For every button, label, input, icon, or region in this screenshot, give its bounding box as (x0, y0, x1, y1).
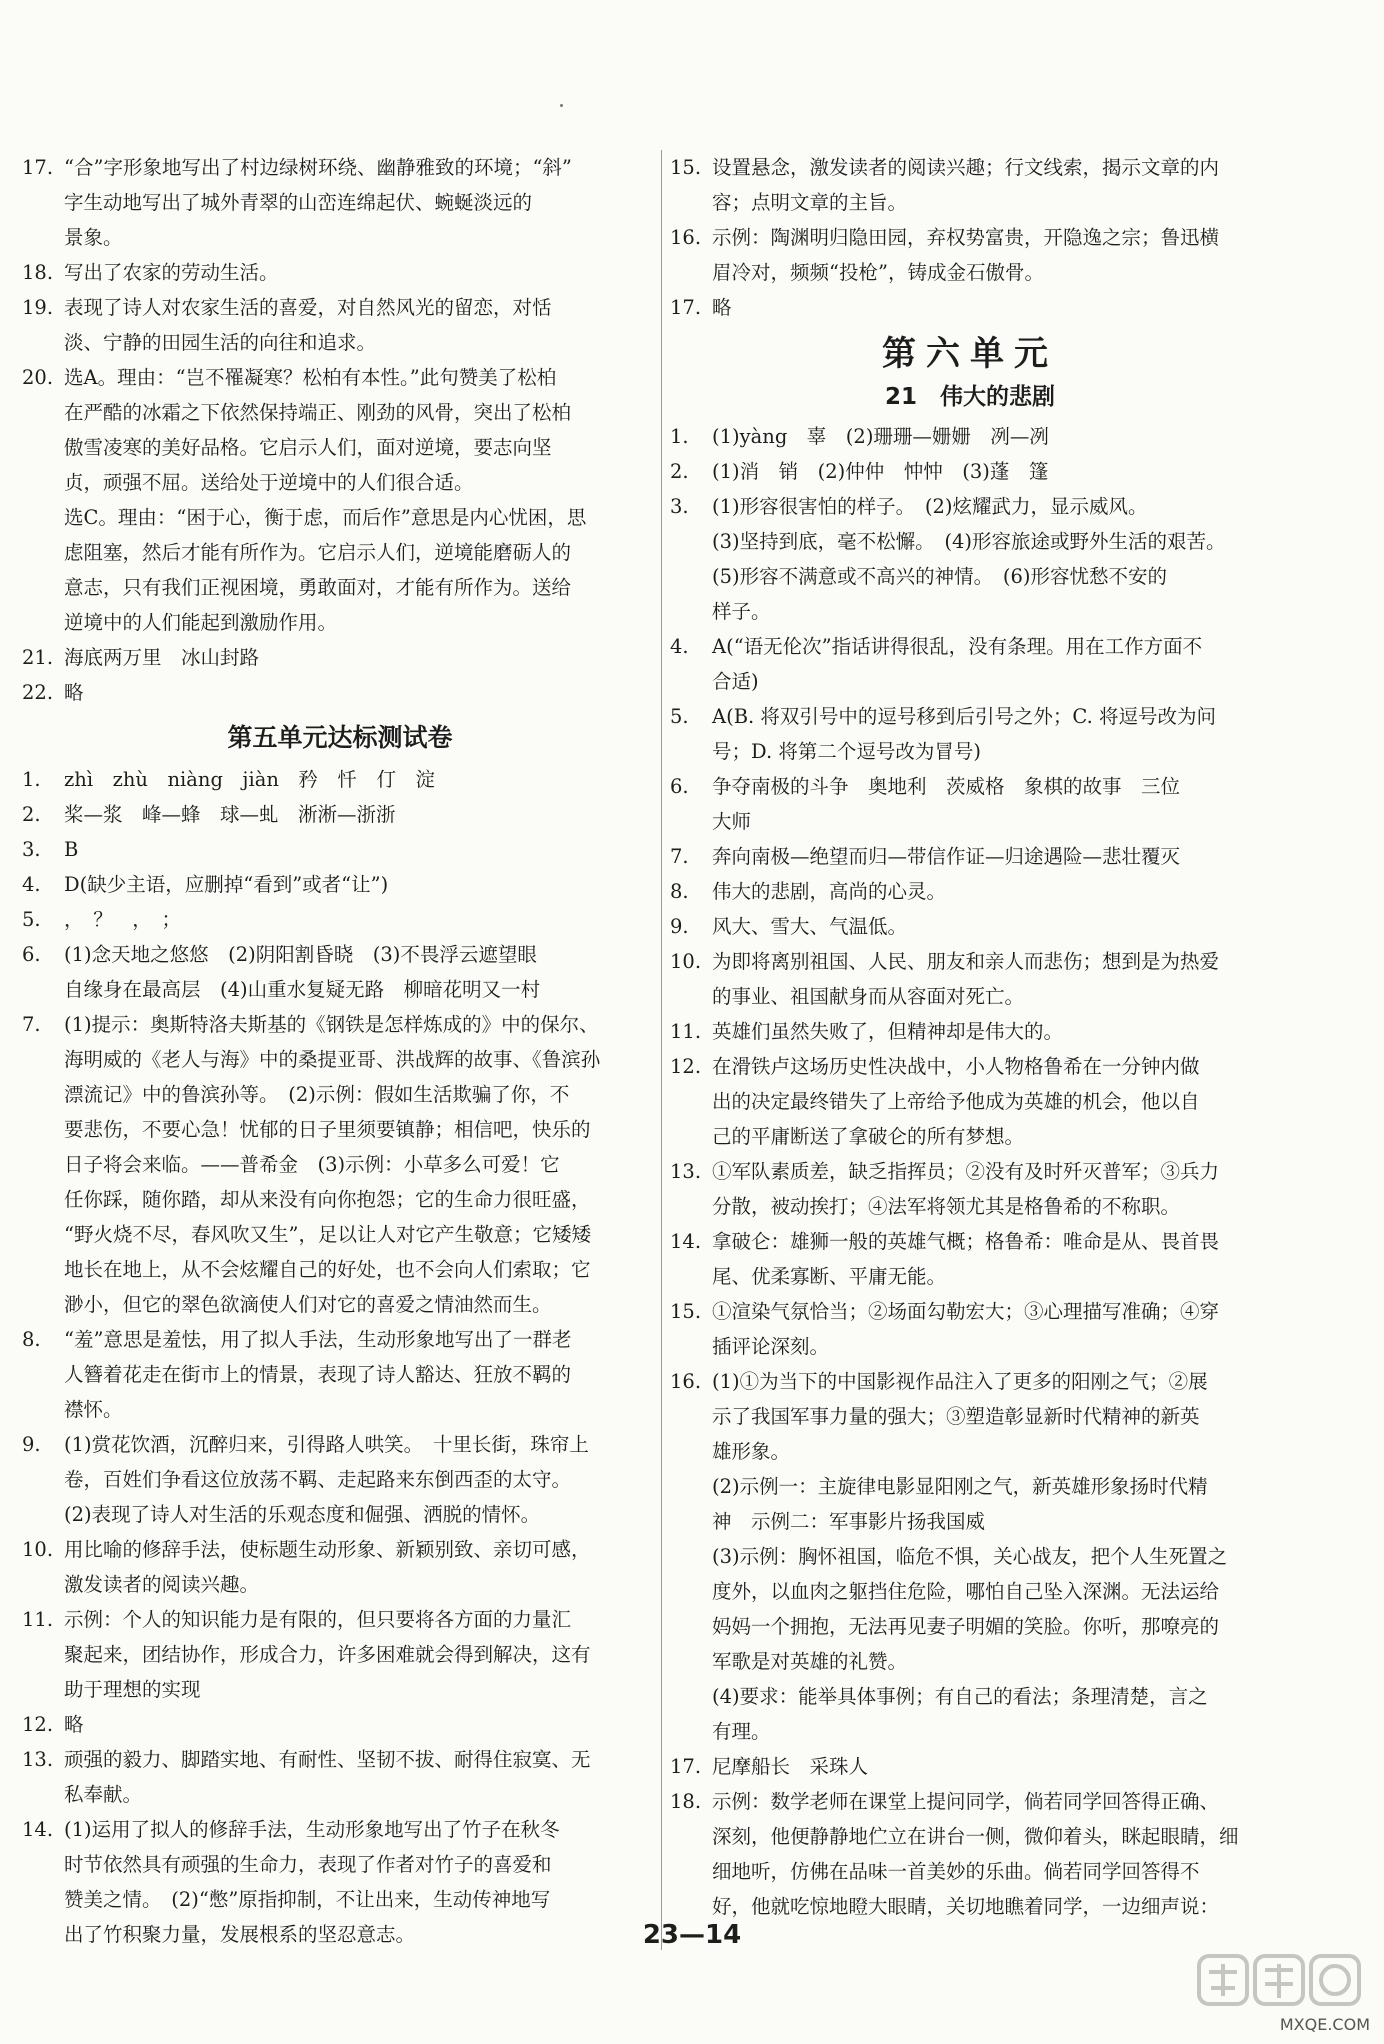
answer-line: 号；D. 将第二个逗号改为冒号) (712, 740, 981, 763)
answer-line: (1)消 销 (2)仲仲 忡忡 (3)蓬 篷 (712, 460, 1049, 483)
answer-item (22, 797, 658, 832)
answer-number: 8. (670, 880, 689, 903)
answer-line: 卷，百姓们争看这位放荡不羁、走起路来东倒西歪的太守。 (64, 1468, 572, 1491)
answer-line: 英雄们虽然失败了，但精神却是伟大的。 (712, 1020, 1064, 1043)
answer-line: 要悲伤，不要心急！忧郁的日子里须要镇静；相信吧，快乐的 (64, 1118, 591, 1141)
answer-line: 示例：数学老师在课堂上提问同学，倘若同学回答得正确、 (712, 1790, 1220, 1813)
answer-item (22, 832, 658, 867)
answer-line: (4)要求：能举具体事例；有自己的看法；条理清楚，言之 (712, 1685, 1208, 1708)
answer-line: 写出了农家的劳动生活。 (64, 261, 279, 284)
answer-item (670, 699, 1270, 769)
answer-line: (2)表现了诗人对生活的乐观态度和倔强、洒脱的情怀。 (64, 1503, 541, 1526)
answer-line: 略 (712, 296, 732, 319)
answer-number: 1. (22, 768, 41, 791)
answer-line: 桨—浆 峰—蜂 球—虬 淅淅—浙浙 (64, 803, 396, 826)
answer-line: (3)示例：胸怀祖国，临危不惧，关心战友，把个人生死置之 (712, 1545, 1228, 1568)
scan-speck (560, 104, 563, 107)
answer-line: 助于理想的实现 (64, 1678, 201, 1701)
answer-line: 军歌是对英雄的礼赞。 (712, 1650, 908, 1673)
answer-line: 伟大的悲剧，高尚的心灵。 (712, 880, 947, 903)
answer-number: 10. (22, 1538, 54, 1561)
answer-item (670, 1154, 1270, 1224)
answer-line: 贞，顽强不屈。送给处于逆境中的人们很合适。 (64, 471, 474, 494)
answer-item (22, 762, 658, 797)
answer-line: 出的决定最终错失了上帝给予他成为英雄的机会，他以自 (712, 1090, 1200, 1113)
right-column (670, 150, 1270, 1924)
answer-line: 略 (64, 1713, 84, 1736)
answer-number: 17. (670, 1755, 702, 1778)
answer-line: 分散，被动挨打；④法军将领尤其是格鲁希的不称职。 (712, 1195, 1181, 1218)
answer-line: 时节依然具有顽强的生命力，表现了作者对竹子的喜爱和 (64, 1853, 552, 1876)
answer-line: 拿破仑：雄狮一般的英雄气概；格鲁希：唯命是从、畏首畏 (712, 1230, 1220, 1253)
answer-line: 逆境中的人们能起到激励作用。 (64, 611, 338, 634)
answer-number: 14. (670, 1230, 702, 1253)
answer-item (670, 1014, 1270, 1049)
answer-item (670, 629, 1270, 699)
answer-line: (1)yàng 辜 (2)珊珊—姗姗 冽—冽 (712, 425, 1049, 448)
answer-line: 激发读者的阅读兴趣。 (64, 1573, 260, 1596)
answer-line: (1)形容很害怕的样子。 (2)炫耀武力，显示威风。 (712, 495, 1148, 518)
answer-number: 18. (670, 1790, 702, 1813)
answer-item (670, 1784, 1270, 1924)
answer-number: 3. (670, 495, 689, 518)
answer-item (670, 419, 1270, 454)
answer-item (22, 867, 658, 902)
answer-line: (5)形容不满意或不高兴的神情。 (6)形容忧愁不安的 (712, 565, 1167, 588)
answer-line: 海明威的《老人与海》中的桑提亚哥、洪战辉的故事、《鲁滨孙 (64, 1048, 601, 1071)
answer-number: 14. (22, 1818, 54, 1841)
answer-line: 景象。 (64, 226, 123, 249)
answer-item (22, 640, 658, 675)
answer-line: 字生动地写出了城外青翠的山峦连绵起伏、蜿蜒淡远的 (64, 191, 533, 214)
answer-line: (1)念天地之悠悠 (2)阴阳割昏晓 (3)不畏浮云遮望眼 (64, 943, 537, 966)
answer-line: 在滑铁卢这场历史性决战中，小人物格鲁希在一分钟内做 (712, 1055, 1200, 1078)
answer-number: 2. (22, 803, 41, 826)
answer-line: 眉冷对，频频“投枪”，铸成金石傲骨。 (712, 261, 1044, 284)
answer-line: 任你踩，随你踏，却从来没有向你抱怨；它的生命力很旺盛， (64, 1188, 591, 1211)
answer-number: 5. (670, 705, 689, 728)
section-heading: 第五单元达标测试卷 (227, 723, 453, 752)
answer-line: 意志，只有我们正视困境，勇敢面对，才能有所作为。送给 (64, 576, 572, 599)
answer-line: 日子将会来临。——普希金 (3)示例：小草多么可爱！它 (64, 1153, 560, 1176)
answer-number: 4. (670, 635, 689, 658)
answer-line: 雄形象。 (712, 1440, 791, 1463)
answer-line: 细地听，仿佛在品味一首美妙的乐曲。倘若同学回答得不 (712, 1860, 1200, 1883)
answer-item (670, 454, 1270, 489)
answer-item (22, 1532, 658, 1602)
unit-heading: 第六单元 (882, 334, 1058, 374)
answer-number: 18. (22, 261, 54, 284)
answer-line: (3)坚持到底，毫不松懈。 (4)形容旅途或野外生活的艰苦。 (712, 530, 1226, 553)
answer-line: 赞美之情。 (2)“憋”原指抑制，不让出来，生动传神地写 (64, 1888, 551, 1911)
answer-line: (1)运用了拟人的修辞手法，生动形象地写出了竹子在秋冬 (64, 1818, 560, 1841)
answer-line: 地长在地上，从不会炫耀自己的好处，也不会向人们索取；它 (64, 1258, 591, 1281)
answer-item (22, 675, 658, 710)
answer-item (22, 1602, 658, 1707)
answer-number: 1. (670, 425, 689, 448)
answer-number: 13. (670, 1160, 702, 1183)
answer-number: 17. (22, 156, 54, 179)
answer-item (22, 1427, 658, 1532)
answer-item (670, 290, 1270, 325)
answer-line: 容；点明文章的主旨。 (712, 191, 908, 214)
answer-line: 表现了诗人对农家生活的喜爱，对自然风光的留恋，对恬 (64, 296, 552, 319)
answer-line: ①渲染气氛恰当；②场面勾勒宏大；③心理描写准确；④穿 (712, 1300, 1220, 1323)
answer-line: 襟怀。 (64, 1398, 123, 1421)
answer-number: 13. (22, 1748, 54, 1771)
answer-line: 插评论深刻。 (712, 1335, 830, 1358)
answer-item (670, 1364, 1270, 1749)
answer-line: 示了我国军事力量的强大；③塑造彰显新时代精神的新英 (712, 1405, 1200, 1428)
answer-line: 示例：陶渊明归隐田园，弃权势富贵，开隐逸之宗；鲁迅横 (712, 226, 1220, 249)
answer-line: “羞”意思是羞怯，用了拟人手法，生动形象地写出了一群老 (64, 1328, 572, 1351)
answer-line: zhì zhù niàng jiàn 矜 忏 仃 淀 (64, 768, 435, 791)
answer-line: 傲雪凌寒的美好品格。它启示人们，面对逆境，要志向坚 (64, 436, 552, 459)
answer-item (22, 150, 658, 255)
answer-number: 6. (670, 775, 689, 798)
answer-line: 的事业、祖国献身而从容面对死亡。 (712, 985, 1025, 1008)
answer-line: 略 (64, 681, 84, 704)
answer-line: 度外，以血肉之躯挡住危险，哪怕自己坠入深渊。无法运给 (712, 1580, 1220, 1603)
answer-item (670, 1224, 1270, 1294)
answer-number: 11. (670, 1020, 702, 1043)
answer-line: (1)①为当下的中国影视作品注入了更多的阳刚之气；②展 (712, 1370, 1208, 1393)
left-column (22, 150, 658, 1952)
answer-number: 12. (670, 1055, 702, 1078)
answer-line: B (64, 838, 79, 861)
answer-item (670, 944, 1270, 1014)
answer-line: 漂流记》中的鲁滨孙等。 (2)示例：假如生活欺骗了你，不 (64, 1083, 570, 1106)
answer-line: (1)提示：奥斯特洛夫斯基的《钢铁是怎样炼成的》中的保尔、 (64, 1013, 599, 1036)
answer-line: 妈妈一个拥抱，无法再见妻子明媚的笑脸。你听，那嘹亮的 (712, 1615, 1220, 1638)
answer-line: 自缘身在最高层 (4)山重水复疑无路 柳暗花明又一村 (64, 978, 541, 1001)
answer-item (670, 1294, 1270, 1364)
answer-number: 16. (670, 226, 702, 249)
answer-line: 神 示例二：军事影片扬我国威 (712, 1510, 986, 1533)
answer-line: 虑阻塞，然后才能有所作为。它启示人们，逆境能磨砺人的 (64, 541, 572, 564)
answer-line: 争夺南极的斗争 奥地利 茨威格 象棋的故事 三位 (712, 775, 1181, 798)
answer-number: 12. (22, 1713, 54, 1736)
answer-line: 尼摩船长 采珠人 (712, 1755, 869, 1778)
answer-line: 出了竹积聚力量，发展根系的坚忍意志。 (64, 1923, 416, 1946)
answer-line: 为即将离别祖国、人民、朋友和亲人而悲伤；想到是为热爱 (712, 950, 1220, 973)
answer-line: ①军队素质差，缺乏指挥员；②没有及时歼灭普军；③兵力 (712, 1160, 1220, 1183)
answer-line: 风大、雪大、气温低。 (712, 915, 908, 938)
answer-line: 选A。理由：“岂不罹凝寒？松柏有本性。”此句赞美了松柏 (64, 366, 557, 389)
answer-item (22, 1707, 658, 1742)
column-divider (661, 150, 662, 1950)
answer-number: 6. (22, 943, 41, 966)
answer-item (670, 1049, 1270, 1154)
answer-line: 样子。 (712, 600, 771, 623)
answer-line: 大师 (712, 810, 752, 833)
lesson-heading: 21 伟大的悲剧 (884, 384, 1055, 410)
answer-number: 19. (22, 296, 54, 319)
answer-item (670, 150, 1270, 220)
answer-number: 22. (22, 681, 54, 704)
answer-item (22, 360, 658, 640)
answer-item (670, 769, 1270, 839)
answer-number: 16. (670, 1370, 702, 1393)
answer-line: 尾、优柔寡断、平庸无能。 (712, 1265, 947, 1288)
answer-number: 9. (22, 1433, 41, 1456)
answer-line: 在严酷的冰霜之下依然保持端正、刚劲的风骨，突出了松柏 (64, 401, 572, 424)
answer-number: 15. (670, 1300, 702, 1323)
answer-item (22, 1322, 658, 1427)
answer-line: 聚起来，团结协作，形成合力，许多困难就会得到解决，这有 (64, 1643, 591, 1666)
answer-number: 3. (22, 838, 41, 861)
answer-line: 奔向南极—绝望而归—带信作证—归途遇险—悲壮覆灭 (712, 845, 1181, 868)
answer-line: (1)赏花饮酒，沉醉归来，引得路人哄笑。 十里长街，珠帘上 (64, 1433, 589, 1456)
answer-line: 顽强的毅力、脚踏实地、有耐性、坚韧不拔、耐得住寂寞、无 (64, 1748, 591, 1771)
answer-item (22, 290, 658, 360)
answer-item (670, 220, 1270, 290)
answer-line: (2)示例一：主旋律电影显阳刚之气，新英雄形象扬时代精 (712, 1475, 1208, 1498)
answer-number: 7. (22, 1013, 41, 1036)
answer-item (670, 489, 1270, 629)
answer-line: 人簪着花走在街市上的情景，表现了诗人豁达、狂放不羁的 (64, 1363, 572, 1386)
answer-item (22, 937, 658, 1007)
answer-number: 11. (22, 1608, 54, 1631)
answer-line: 渺小，但它的翠色欲滴使人们对它的喜爱之情油然而生。 (64, 1293, 552, 1316)
answer-number: 21. (22, 646, 54, 669)
answer-line: 选C。理由：“困于心，衡于虑，而后作”意思是内心忧困，思 (64, 506, 587, 529)
answer-line: 用比喻的修辞手法，使标题生动形象、新颖别致、亲切可感， (64, 1538, 591, 1561)
answer-line: 好，他就吃惊地瞪大眼睛，关切地瞧着同学，一边细声说： (712, 1895, 1220, 1918)
page-number: 23—14 (642, 1920, 742, 1950)
answer-line: 深刻，他便静静地伫立在讲台一侧，微仰着头，眯起眼睛，细 (712, 1825, 1239, 1848)
answer-item (670, 839, 1270, 874)
answer-number: 7. (670, 845, 689, 868)
answer-line: A(“语无伦次”指话讲得很乱，没有条理。用在工作方面不 (712, 635, 1203, 658)
answer-number: 15. (670, 156, 702, 179)
answer-line: 示例：个人的知识能力是有限的，但只要将各方面的力量汇 (64, 1608, 572, 1631)
answer-line: 私奉献。 (64, 1783, 143, 1806)
answer-item (22, 1007, 658, 1322)
answer-line: “合”字形象地写出了村边绿树环绕、幽静雅致的环境；“斜” (64, 156, 572, 179)
watermark-text: MXQE.COM (1279, 2015, 1370, 2034)
answer-number: 5. (22, 908, 41, 931)
answer-number: 4. (22, 873, 41, 896)
answer-line: A(B. 将双引号中的逗号移到后引号之外；C. 将逗号改为问 (712, 705, 1217, 728)
answer-item (670, 909, 1270, 944)
answer-line: 己的平庸断送了拿破仑的所有梦想。 (712, 1125, 1025, 1148)
answer-item (22, 1742, 658, 1812)
answer-line: 淡、宁静的田园生活的向往和追求。 (64, 331, 377, 354)
answer-line: 海底两万里 冰山封路 (64, 646, 260, 669)
answer-number: 8. (22, 1328, 41, 1351)
answer-item (670, 874, 1270, 909)
answer-number: 10. (670, 950, 702, 973)
answer-item (22, 902, 658, 937)
answer-item (670, 1749, 1270, 1784)
answer-line: 有理。 (712, 1720, 771, 1743)
answer-line: 合适) (712, 670, 759, 693)
answer-line: “野火烧不尽，春风吹又生”，足以让人对它产生敬意；它矮矮 (64, 1223, 591, 1246)
answer-number: 2. (670, 460, 689, 483)
answer-line: 设置悬念，激发读者的阅读兴趣；行文线索，揭示文章的内 (712, 156, 1220, 179)
answer-number: 20. (22, 366, 54, 389)
answer-number: 17. (670, 296, 702, 319)
answer-item (22, 255, 658, 290)
answer-line: D(缺少主语，应删掉“看到”或者“让”) (64, 873, 389, 896)
answer-number: 9. (670, 915, 689, 938)
answer-line: ， ？ ， ； (64, 908, 182, 931)
